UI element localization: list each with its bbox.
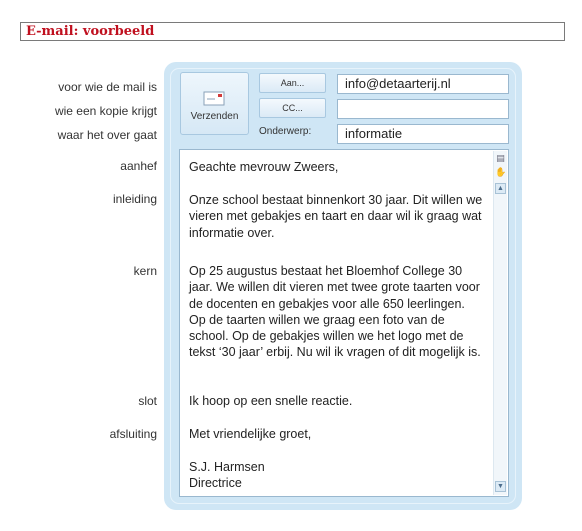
send-label: Verzenden xyxy=(190,111,239,122)
label-closing: slot xyxy=(138,394,157,408)
label-cc: wie een kopie krijgt xyxy=(54,104,157,118)
label-core: kern xyxy=(133,264,157,278)
to-field[interactable]: info@detaarterij.nl xyxy=(337,74,509,94)
body-closing: Ik hoop op een snelle reactie. xyxy=(189,394,353,408)
envelope-icon xyxy=(203,91,225,106)
body-intro: Onze school bestaat binnenkort 30 jaar. Dit willen we vieren met gebakjes en taart en daar wil ik graag wat informatie over. xyxy=(189,193,483,240)
scroll-down-button[interactable]: ▼ xyxy=(495,481,506,492)
label-greeting: aanhef xyxy=(120,159,157,173)
label-subject: waar het over gaat xyxy=(57,128,157,142)
ruler-icon[interactable]: ▤ xyxy=(496,153,505,163)
body-name: S.J. Harmsen xyxy=(189,460,265,474)
body-core: Op 25 augustus bestaat het Bloemhof College 30 jaar. We willen dit vieren met twee grote taarten voor de docenten en gebakjes voor alle 650 leerlingen. Op de taarten willen we graag een foto van de school. Op de gebakjes willen we het logo met de tekst ‘30 jaar’ erbij. Nu wil ik vragen of dit mogelijk is. xyxy=(189,264,481,360)
cc-button[interactable]: CC... xyxy=(259,98,326,118)
body-greeting: Geachte mevrouw Zweers, xyxy=(189,160,339,174)
vertical-scrollbar[interactable] xyxy=(493,151,507,495)
label-intro: inleiding xyxy=(112,192,157,206)
body-signoff: Met vriendelijke groet, xyxy=(189,427,312,441)
send-button[interactable] xyxy=(180,72,249,135)
cc-field[interactable] xyxy=(337,99,509,119)
scroll-up-button[interactable]: ▲ xyxy=(495,183,506,194)
subject-field[interactable]: informatie xyxy=(337,124,509,144)
message-body[interactable] xyxy=(179,149,509,497)
to-button[interactable]: Aan... xyxy=(259,73,326,93)
hand-icon[interactable]: ✋ xyxy=(495,167,507,177)
body-role: Directrice xyxy=(189,476,242,490)
example-title-box xyxy=(20,22,565,41)
label-to: voor wie de mail is xyxy=(58,80,157,94)
label-signoff: afsluiting xyxy=(109,427,157,441)
subject-label: Onderwerp: xyxy=(259,126,312,137)
example-title: E-mail: voorbeeld xyxy=(26,24,155,39)
